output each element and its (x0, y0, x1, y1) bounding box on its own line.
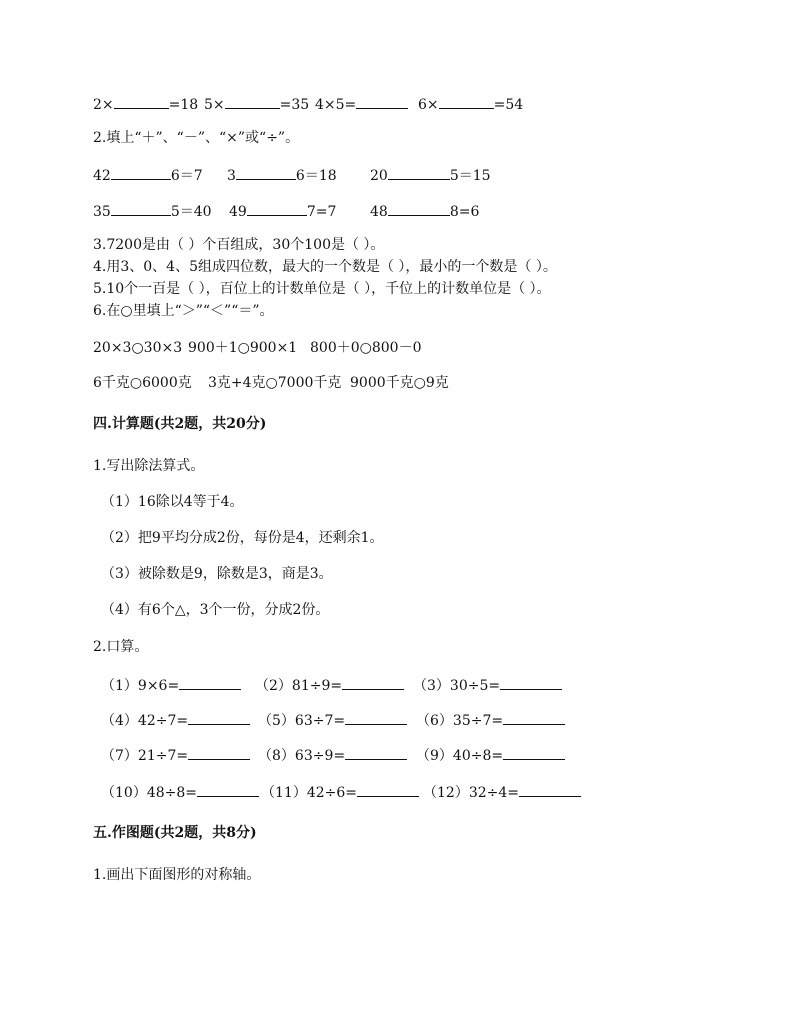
answer-blank[interactable] (114, 94, 169, 109)
answer-blank[interactable] (188, 710, 250, 725)
fill-item-3 (315, 94, 408, 114)
q2-item-post: 5＝15 (449, 168, 491, 184)
oral-calc-expr: （7）21÷7= (101, 748, 189, 764)
fill-item-pre: 2× (93, 97, 114, 113)
compare-item: 900＋1○900×1 (188, 340, 298, 356)
oral-calc-expr: （2）81÷9= (255, 678, 343, 694)
oral-calc-expr: （4）42÷7= (101, 713, 189, 729)
oral-calc-item (416, 710, 565, 730)
oral-calc-item (416, 745, 565, 765)
oral-calc-expr: （5）63÷7= (258, 713, 346, 729)
oral-calc-item (101, 782, 259, 802)
answer-blank[interactable] (236, 165, 296, 180)
fill-item-2 (204, 94, 309, 114)
oral-calc-item (261, 782, 419, 802)
q2-item (93, 201, 212, 221)
compare-item: 800＋0○800－0 (310, 340, 422, 356)
oral-calc-item (101, 675, 241, 695)
answer-blank[interactable] (439, 94, 494, 109)
oral-calc-expr: （11）42÷6= (261, 785, 357, 801)
s4-question-2-text: 2.口算。 (93, 639, 149, 655)
q2-item (370, 165, 491, 185)
fill-item-pre: 4×5= (315, 97, 357, 113)
s4-q1-item: （2）把9平均分成2份，每份是4，还剩余1。 (101, 530, 384, 546)
oral-calc-expr: （9）40÷8= (416, 748, 504, 764)
answer-blank[interactable] (345, 710, 407, 725)
oral-calc-item (258, 745, 407, 765)
answer-blank[interactable] (197, 782, 259, 797)
q2-item-post: 8=6 (449, 204, 480, 220)
oral-calc-item (258, 710, 407, 730)
q2-item (227, 165, 337, 185)
question-6-text: 6.在○里填上“＞”“＜”“＝”。 (93, 303, 274, 319)
q2-item-pre: 35 (93, 204, 111, 220)
oral-calc-expr: （10）48÷8= (101, 785, 197, 801)
compare-item: 9000千克○9克 (350, 375, 449, 391)
answer-blank[interactable] (179, 675, 241, 690)
question-2-text: 2.填上“＋”、“－”、“×”或“÷”。 (93, 130, 300, 146)
answer-blank[interactable] (519, 782, 581, 797)
oral-calc-item (101, 745, 250, 765)
fill-item-pre: 5× (204, 97, 225, 113)
q2-item-post: 7=7 (306, 204, 337, 220)
question-3-text: 3.7200是由（ ）个百组成，30个100是（ ）。 (93, 237, 385, 253)
answer-blank[interactable] (500, 675, 562, 690)
oral-calc-expr: （8）63÷9= (258, 748, 346, 764)
answer-blank[interactable] (388, 165, 450, 180)
answer-blank[interactable] (225, 94, 280, 109)
oral-calc-item (423, 782, 581, 802)
q2-item (229, 201, 336, 221)
compare-item: 6千克○6000克 (93, 375, 192, 391)
q2-item-pre: 3 (227, 168, 236, 184)
fill-item-pre: 6× (418, 97, 439, 113)
oral-calc-item (101, 710, 250, 730)
fill-item-post: =54 (493, 97, 524, 113)
answer-blank[interactable] (111, 201, 171, 216)
fill-item-post: =18 (168, 97, 199, 113)
s4-question-1-text: 1.写出除法算式。 (93, 458, 205, 474)
compare-item: 20×3○30×3 (93, 340, 183, 356)
q2-item-post: 5＝40 (170, 204, 212, 220)
answer-blank[interactable] (357, 782, 419, 797)
q2-item (370, 201, 479, 221)
oral-calc-expr: （12）32÷4= (423, 785, 519, 801)
answer-blank[interactable] (503, 710, 565, 725)
compare-item: 3克+4克○7000千克 (208, 375, 342, 391)
oral-calc-expr: （3）30÷5= (413, 678, 501, 694)
fill-item-post: =35 (279, 97, 310, 113)
answer-blank[interactable] (388, 201, 450, 216)
answer-blank[interactable] (503, 745, 565, 760)
q2-item-pre: 48 (370, 204, 388, 220)
s4-q1-item: （1）16除以4等于4。 (101, 494, 244, 510)
q2-item-pre: 20 (370, 168, 388, 184)
oral-calc-item (413, 675, 562, 695)
oral-calc-expr: （1）9×6= (101, 678, 180, 694)
q2-item-pre: 49 (229, 204, 247, 220)
answer-blank[interactable] (188, 745, 250, 760)
answer-blank[interactable] (345, 745, 407, 760)
s4-q1-item: （4）有6个△，3个一份，分成2份。 (101, 602, 330, 618)
section-4-title: 四.计算题(共2题，共20分) (93, 416, 267, 432)
fill-item-1 (93, 94, 198, 114)
answer-blank[interactable] (247, 201, 307, 216)
s4-q1-item: （3）被除数是9，除数是3，商是3。 (101, 566, 333, 582)
question-4-text: 4.用3、0、4、5组成四位数，最大的一个数是（ ），最小的一个数是（ ）。 (93, 259, 557, 275)
answer-blank[interactable] (111, 165, 171, 180)
q2-item-post: 6＝7 (170, 168, 203, 184)
oral-calc-expr: （6）35÷7= (416, 713, 504, 729)
fill-item-4 (418, 94, 523, 114)
answer-blank[interactable] (356, 94, 408, 109)
q2-item (93, 165, 203, 185)
answer-blank[interactable] (342, 675, 404, 690)
q2-item-pre: 42 (93, 168, 111, 184)
s5-question-1-text: 1.画出下面图形的对称轴。 (93, 867, 261, 883)
q2-item-post: 6＝18 (295, 168, 337, 184)
section-5-title: 五.作图题(共2题，共8分) (93, 825, 257, 841)
question-5-text: 5.10个一百是（ ），百位上的计数单位是（ ），千位上的计数单位是（ ）。 (93, 281, 551, 297)
oral-calc-item (255, 675, 404, 695)
